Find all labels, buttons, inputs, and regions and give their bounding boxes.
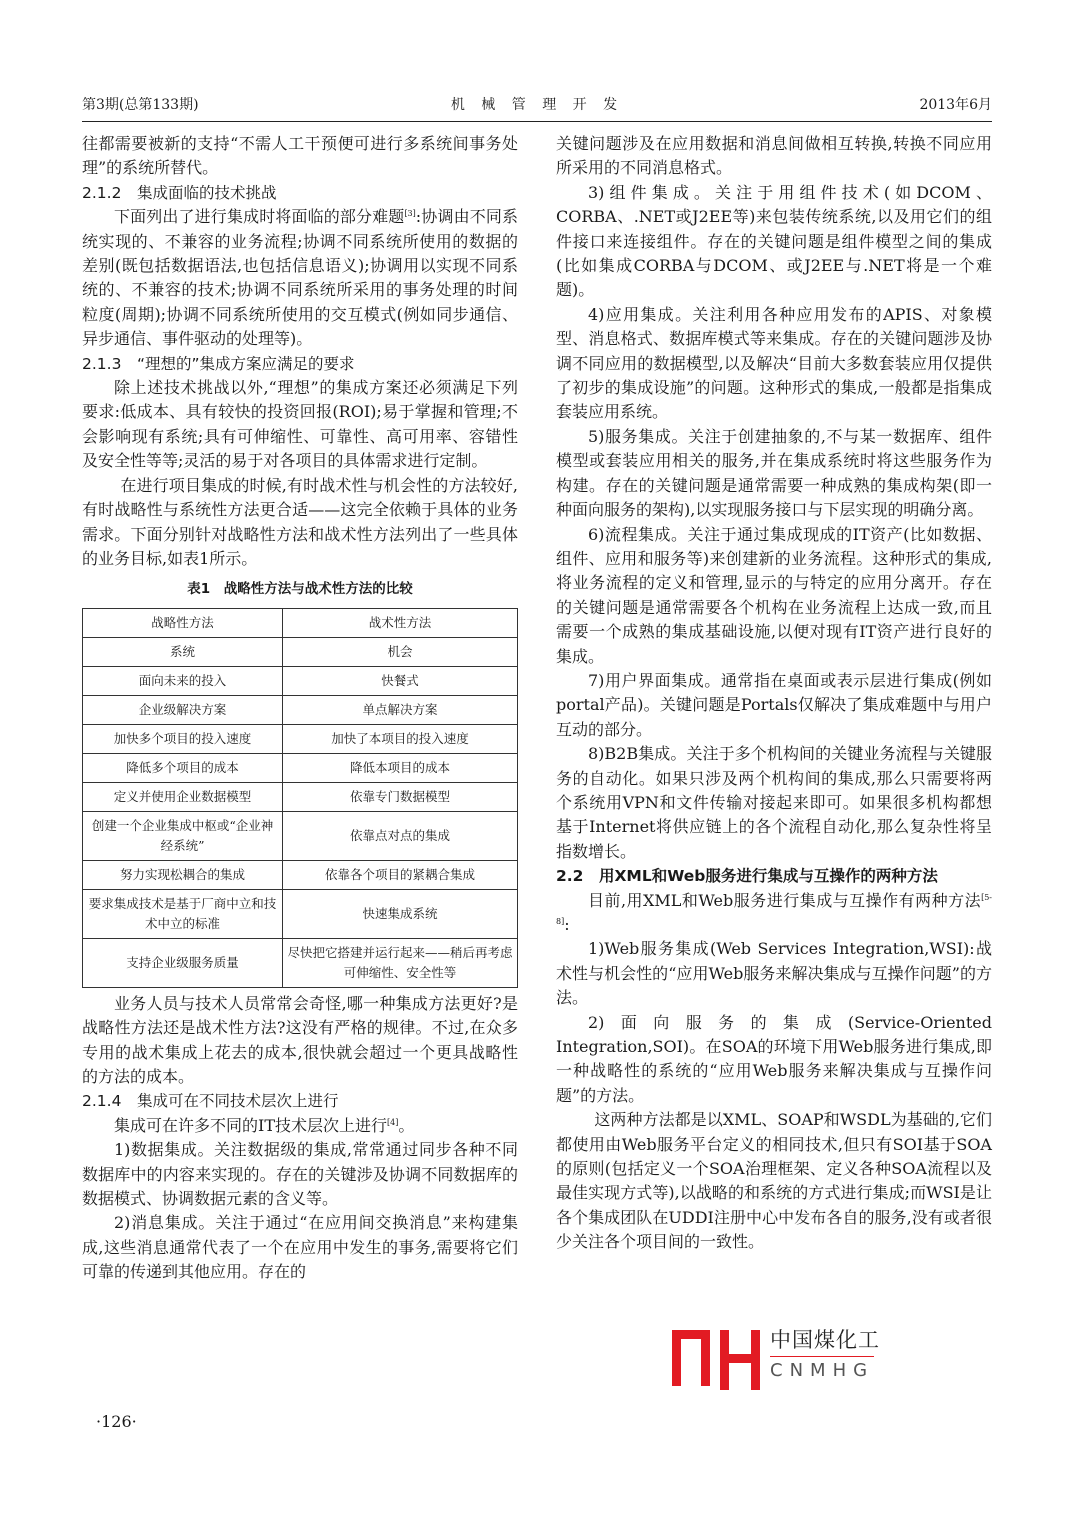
cell-strategic: 要求集成技术是基于厂商中立和技术中立的标准 [83, 889, 283, 938]
paragraph-wsi: 1)Web服务集成(Web Services Integration,WSI):战术性与机会性的“应用Web服务来解决集成与互操作问题”的方法。 [556, 939, 992, 1008]
paragraph-requirements: 除上述技术挑战以外,“理想”的集成方案还必须满足下列要求:低成本、具有较快的投资回报(ROI);易于掌握和管理;不会影响现有系统;具有可伸缩性、可靠性、高可用率、容错性及安全性等等;灵活的易于对各项目的具体需求进行定制。 [82, 378, 518, 471]
paragraph-application-integration: 4)应用集成。关注利用各种应用发布的APIS、对象模型、消息格式、数据库模式等来集成。存在的关键问题涉及协调不同应用的数据模型,以及解决“目前大多数套装应用仅提供了初步的集成设施”的问题。这种形式的集成,一般都是指集成套装应用系统。 [556, 304, 992, 422]
mh-logo-icon [670, 1322, 766, 1392]
journal-title: 机 械 管 理 开 发 [450, 97, 624, 113]
citation-ref[interactable]: [3] [404, 209, 416, 219]
issue-info: 第3期(总第133期) [82, 97, 199, 113]
running-header [82, 94, 992, 116]
cell-strategic: 面向未来的投入 [83, 666, 283, 695]
paragraph-ui-integration: 7)用户界面集成。通常指在桌面或表示层进行集成(例如portal产品)。关键问题是Portals仅解决了集成难题中与用户互动的部分。 [556, 670, 992, 739]
table-header-row [83, 608, 518, 637]
watermark-logo [670, 1322, 1000, 1410]
cell-strategic: 创建一个企业集成中枢或“企业神经系统” [83, 811, 283, 860]
watermark-rule [770, 1356, 874, 1357]
table-row [83, 938, 518, 987]
cell-strategic: 加快多个项目的投入速度 [83, 724, 283, 753]
paragraph-b2b-integration: 8)B2B集成。关注于多个机构间的关键业务流程与关键服务的自动化。如果只涉及两个机构间的集成,那么只需要将两个系统用VPN和文件传输对接起来即可。如果很多机构都想基于Internet将供应链上的各个流程自动化,那么复杂性将呈指数增长。 [556, 744, 992, 861]
cell-tactical: 快餐式 [283, 666, 518, 695]
cell-strategic: 战略性方法 [83, 608, 283, 637]
section-heading-2-1-4: 2.1.4 集成可在不同技术层次上进行 [82, 1092, 339, 1111]
cell-strategic: 降低多个项目的成本 [83, 753, 283, 782]
right-column [556, 132, 992, 1255]
table-row [83, 637, 518, 666]
section-heading-2-2: 2.2 用XML和Web服务进行集成与互操作的两种方法 [556, 867, 938, 886]
cell-tactical: 机会 [283, 637, 518, 666]
watermark-en: CNMHG [770, 1360, 875, 1381]
citation-ref[interactable]: [5-8] [556, 892, 992, 926]
cell-tactical: 战术性方法 [283, 608, 518, 637]
paragraph-soi: 2)面向服务的集成(Service-Oriented Integration,SOI)。在SOA的环境下用Web服务进行集成,即一种战略性的系统的“应用Web服务来解决集成与互操作问题”的方法。 [556, 1012, 992, 1105]
cell-tactical: 依靠各个项目的紧耦合集成 [283, 860, 518, 889]
cell-strategic: 支持企业级服务质量 [83, 938, 283, 987]
page-number: ·126· [96, 1412, 137, 1431]
table-row [83, 782, 518, 811]
cell-tactical: 依靠专门数据模型 [283, 782, 518, 811]
watermark-cn: 中国煤化工 [768, 1324, 882, 1354]
cell-tactical: 降低本项目的成本 [283, 753, 518, 782]
left-column [82, 132, 518, 1285]
cell-tactical: 快速集成系统 [283, 889, 518, 938]
table-row [83, 811, 518, 860]
paragraph-approaches: 在进行项目集成的时候,有时战术性与机会性的方法较好,有时战略性与系统性方法更合适——这完全依赖于具体的业务需求。下面分别针对战略性方法和战术性方法列出了一些具体的业务目标,如表1所示。 [82, 475, 518, 568]
cell-tactical: 尽快把它搭建并运行起来——稍后再考虑可伸缩性、安全性等 [283, 938, 518, 987]
table-row [83, 695, 518, 724]
paragraph-data-integration: 1)数据集成。关注数据级的集成,常常通过同步各种不同数据库中的内容来实现的。存在的关键涉及协调不同数据库的数据模式、协调数据元素的含义等。 [82, 1140, 518, 1208]
paragraph-two-methods: 目前,用XML和Web服务进行集成与互操作有两种方法[5-8]: [556, 890, 992, 934]
table-row [83, 724, 518, 753]
paragraph-after-table: 业务人员与技术人员常常会奇怪,哪一种集成方法更好?是战略性方法还是战术性方法?这没有严格的规律。不过,在众多专用的战术集成上花去的成本,很快就会超过一个更具战略性的方法的成本。 [82, 993, 518, 1086]
issue-date: 2013年6月 [919, 97, 992, 113]
cell-tactical: 依靠点对点的集成 [283, 811, 518, 860]
citation-ref[interactable]: [4] [387, 1117, 399, 1127]
paragraph-levels: 集成可在许多不同的IT技术层次上进行[4]。 [114, 1115, 415, 1135]
paragraph-component-integration: 3)组件集成。关注于用组件技术(如DCOM、CORBA、.NET或J2EE等)来包装传统系统,以及用它们的组件接口来连接组件。存在的关键问题是组件模型之间的集成(比如集成CORBA与DCOM、或J2EE与.NET将是一个难题)。 [556, 182, 992, 300]
header-rule [82, 121, 992, 122]
paragraph-service-integration: 5)服务集成。关注于创建抽象的,不与某一数据库、组件模型或套装应用相关的服务,并在集成系统时将这些服务作为构建。存在的关键问题是通常需要一种成熟的集成构架(即一种面向服务的架构),以实现服务接口与下层实现的明确分离。 [556, 426, 992, 520]
comparison-table [82, 608, 518, 988]
cell-strategic: 系统 [83, 637, 283, 666]
paragraph-continued: 往都需要被新的支持“不需人工干预便可进行多系统间事务处理”的系统所替代。 [82, 134, 518, 178]
cell-strategic: 努力实现松耦合的集成 [83, 860, 283, 889]
paragraph-both-methods: 这两种方法都是以XML、SOAP和WSDL为基础的,它们都使用由Web服务平台定义的相同技术,但只有SOI基于SOA的原则(包括定义一个SOA治理框架、定义各种SOA流程以及最佳实现方式等),以战略的和系统的方式进行集成;而WSI是让各个集成团队在UDDI注册中心中发布各自的服务,没有或者很少关注各个项目间的一致性。 [556, 1110, 992, 1252]
section-heading-2-1-2: 2.1.2 集成面临的技术挑战 [82, 183, 277, 202]
section-heading-2-1-3: 2.1.3 “理想的”集成方案应满足的要求 [82, 354, 355, 373]
cell-strategic: 企业级解决方案 [83, 695, 283, 724]
table-row [83, 860, 518, 889]
table-row [83, 753, 518, 782]
table-caption: 表1 战略性方法与战术性方法的比较 [187, 581, 413, 598]
cell-tactical: 加快了本项目的投入速度 [283, 724, 518, 753]
table-row [83, 889, 518, 938]
cell-strategic: 定义并使用企业数据模型 [83, 782, 283, 811]
paragraph-challenges: 下面列出了进行集成时将面临的部分难题[3]:协调由不同系统实现的、不兼容的业务流程;协调不同系统所使用的数据的差别(既包括数据语法,也包括信息语义);协调用以实现不同系统的、不兼容的技术;协调不同系统所采用的事务处理的时间粒度(周期);协调不同系统所使用的交互模式(例如同步通信、异步通信、事件驱动的处理等)。 [82, 207, 518, 349]
table-row [83, 666, 518, 695]
paragraph-message-integration: 2)消息集成。关注于通过“在应用间交换消息”来构建集成,这些消息通常代表了一个在应用中发生的事务,需要将它们可靠的传递到其他应用。存在的 [82, 1213, 518, 1282]
paragraph-process-integration: 6)流程集成。关注于通过集成现成的IT资产(比如数据、组件、应用和服务等)来创建新的业务流程。这种形式的集成,将业务流程的定义和管理,显示的与特定的应用分离开。存在的关键问题是通常需要各个机构在业务流程上达成一致,而且需要一个成熟的集成基础设施,以便对现有IT资产进行良好的集成。 [556, 524, 992, 666]
paragraph-continued: 关键问题涉及在应用数据和消息间做相互转换,转换不同应用所采用的不同消息格式。 [556, 134, 992, 178]
cell-tactical: 单点解决方案 [283, 695, 518, 724]
